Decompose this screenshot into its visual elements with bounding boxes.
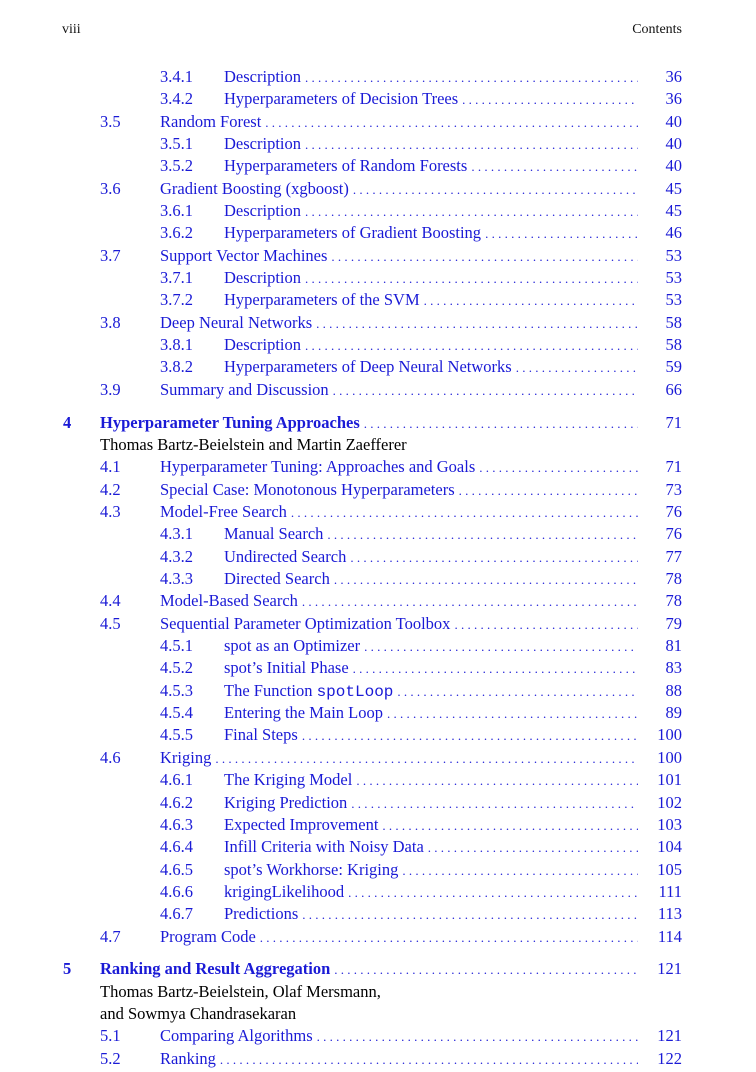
- entry-title[interactable]: [224, 267, 305, 289]
- entry-title-text: spot’s Initial Phase: [224, 658, 349, 678]
- entry-page-number[interactable]: 114: [657, 926, 682, 946]
- authors-text: Thomas Bartz-Beielstein and Martin Zaefferer: [100, 435, 407, 454]
- dot-leader: [424, 290, 638, 312]
- entry-title-wrap: [224, 859, 638, 882]
- entry-title-wrap: [224, 267, 638, 290]
- toc-entry-section[interactable]: [0, 111, 756, 133]
- entry-title[interactable]: [224, 356, 516, 378]
- entry-page-number[interactable]: 78: [665, 591, 682, 611]
- entry-title-text: Hyperparameters of Decision Trees: [224, 89, 459, 109]
- entry-title-text: Kriging Prediction: [224, 792, 348, 812]
- entry-number[interactable]: 4.5: [100, 613, 121, 633]
- entry-number[interactable]: 4.3: [100, 502, 121, 522]
- toc-entry-sub[interactable]: [0, 133, 756, 155]
- entry-title[interactable]: [160, 312, 316, 334]
- dot-leader: [364, 636, 638, 658]
- entry-title[interactable]: [224, 200, 305, 222]
- toc-entry-section[interactable]: [0, 379, 756, 401]
- toc-entry-sub[interactable]: [0, 903, 756, 925]
- dot-leader: [316, 313, 638, 335]
- entry-title-text: Directed Search: [224, 569, 330, 589]
- dot-leader: [353, 179, 638, 201]
- entry-title[interactable]: [160, 1048, 220, 1070]
- entry-title-wrap: [160, 1025, 638, 1048]
- entry-title-text: Deep Neural Networks: [160, 312, 313, 332]
- entry-title[interactable]: [224, 680, 397, 703]
- dot-leader: [350, 547, 638, 569]
- entry-title-wrap: [224, 356, 638, 379]
- entry-title-text: Model-Free Search: [160, 502, 287, 522]
- toc-entry-section[interactable]: [0, 456, 756, 478]
- entry-number[interactable]: 4.6.7: [160, 904, 193, 924]
- dot-leader: [260, 927, 638, 949]
- entry-title-wrap: [224, 546, 638, 569]
- authors-text: Thomas Bartz-Beielstein, Olaf Mersmann,: [100, 981, 381, 1001]
- entry-title-wrap: [224, 88, 638, 111]
- entry-title-wrap: [160, 590, 638, 613]
- dot-leader: [397, 681, 638, 703]
- dot-leader: [364, 413, 638, 435]
- toc-entry-section[interactable]: [0, 1048, 756, 1070]
- entry-title-wrap: [224, 903, 638, 926]
- entry-number[interactable]: 4.6.2: [160, 792, 193, 812]
- dot-leader: [459, 480, 638, 502]
- entry-number[interactable]: 3.7.2: [160, 290, 193, 310]
- dot-leader: [334, 569, 638, 591]
- dot-leader: [305, 335, 638, 357]
- entry-number[interactable]: 5.1: [100, 1026, 121, 1046]
- entry-title[interactable]: [224, 635, 364, 657]
- toc-entry-section[interactable]: [0, 613, 756, 635]
- dot-leader: [356, 770, 638, 792]
- dot-leader: [302, 725, 638, 747]
- entry-number[interactable]: 3.8.1: [160, 335, 193, 355]
- toc-entry-section[interactable]: [0, 1025, 756, 1047]
- toc-entry-sub[interactable]: [0, 568, 756, 590]
- entry-number[interactable]: 3.9: [100, 379, 121, 399]
- dot-leader: [479, 457, 638, 479]
- entry-title[interactable]: [224, 859, 402, 881]
- entry-title-wrap: [160, 456, 638, 479]
- entry-title[interactable]: [224, 523, 327, 545]
- dot-leader: [220, 1049, 638, 1071]
- entry-title-wrap: [224, 836, 638, 859]
- entry-number[interactable]: 4.5.2: [160, 658, 193, 678]
- entry-title-wrap: [224, 724, 638, 747]
- toc-entry-section[interactable]: [0, 926, 756, 948]
- entry-number[interactable]: 4.6.1: [160, 770, 193, 790]
- entry-page-number[interactable]: 121: [657, 959, 682, 979]
- entry-title-text: Description: [224, 201, 301, 221]
- entry-number[interactable]: 3.8.2: [160, 357, 193, 377]
- entry-number[interactable]: 4.7: [100, 926, 121, 946]
- running-title: Contents: [632, 22, 682, 37]
- dot-leader: [348, 882, 638, 904]
- entry-page-number[interactable]: 66: [665, 379, 682, 399]
- entry-title-wrap: [160, 111, 638, 134]
- entry-title-wrap: [224, 66, 638, 89]
- entry-title-text: spot as an Optimizer: [224, 636, 361, 656]
- entry-title-text: Sequential Parameter Optimization Toolbox: [160, 613, 451, 633]
- entry-page-number[interactable]: 105: [657, 859, 682, 879]
- entry-number[interactable]: 3.8: [100, 312, 121, 332]
- entry-page-number[interactable]: 111: [658, 881, 682, 901]
- entry-title[interactable]: [160, 926, 260, 948]
- entry-title[interactable]: [160, 747, 215, 769]
- toc-entry-chapter[interactable]: [0, 958, 756, 980]
- entry-title-wrap: [224, 568, 638, 591]
- entry-number[interactable]: 3.4.2: [160, 89, 193, 109]
- entry-number[interactable]: 3.7: [100, 245, 121, 265]
- chapter-authors: [0, 1003, 756, 1025]
- entry-title[interactable]: [224, 88, 462, 110]
- entry-title-text: Undirected Search: [224, 546, 347, 566]
- entry-page-number[interactable]: 40: [665, 134, 682, 154]
- entry-title-wrap: [160, 926, 638, 949]
- toc-entry-sub[interactable]: [0, 546, 756, 568]
- entry-number[interactable]: 5.2: [100, 1048, 121, 1068]
- toc-entry-sub[interactable]: [0, 792, 756, 814]
- entry-title[interactable]: [224, 792, 351, 814]
- entry-page-number[interactable]: 100: [657, 747, 682, 767]
- entry-title-text: spot’s Workhorse: Kriging: [224, 859, 399, 879]
- chapter-gap: [0, 948, 756, 959]
- entry-title-text: Summary and Discussion: [160, 379, 329, 399]
- authors-text: and Sowmya Chandrasekaran: [100, 1004, 297, 1024]
- entry-title-text: Ranking and Result Aggregation: [100, 959, 331, 979]
- dot-leader: [305, 134, 638, 156]
- entry-page-number[interactable]: 78: [665, 569, 682, 589]
- toc-entry-sub[interactable]: [0, 724, 756, 746]
- entry-title[interactable]: [160, 479, 459, 501]
- entry-title[interactable]: [160, 613, 454, 635]
- entry-title[interactable]: [224, 222, 485, 244]
- page-number-header: viii: [62, 22, 81, 37]
- dot-leader: [331, 246, 638, 268]
- toc-entry-sub[interactable]: [0, 222, 756, 244]
- dot-leader: [387, 703, 638, 725]
- entry-title-text: Predictions: [224, 904, 299, 924]
- entry-page-number[interactable]: 101: [657, 770, 682, 790]
- entry-title-wrap: [224, 881, 638, 904]
- toc-entry-sub[interactable]: [0, 702, 756, 724]
- toc-entry-sub[interactable]: [0, 155, 756, 177]
- toc-entry-section[interactable]: [0, 245, 756, 267]
- entry-title-text: Hyperparameters of Deep Neural Networks: [224, 357, 512, 377]
- entry-title[interactable]: [160, 456, 479, 478]
- entry-page-number[interactable]: 102: [657, 792, 682, 812]
- entry-title-text: Special Case: Monotonous Hyperparameters: [160, 479, 455, 499]
- entry-title-wrap: [224, 523, 638, 546]
- entry-title[interactable]: [224, 334, 305, 356]
- entry-title-text: Hyperparameter Tuning Approaches: [100, 412, 360, 432]
- toc-entry-sub[interactable]: [0, 66, 756, 88]
- toc-entry-sub[interactable]: [0, 635, 756, 657]
- entry-title-code: spotLoop: [316, 682, 394, 701]
- entry-title-wrap: [224, 769, 638, 792]
- entry-title-wrap: [224, 680, 638, 703]
- entry-title[interactable]: [224, 836, 428, 858]
- dot-leader: [402, 860, 638, 882]
- dot-leader: [353, 658, 638, 680]
- dot-leader: [428, 837, 638, 859]
- entry-title-wrap: [224, 155, 638, 178]
- entry-number[interactable]: 3.4.1: [160, 67, 193, 86]
- entry-page-number[interactable]: 45: [665, 178, 682, 198]
- entry-title-text: Ranking: [160, 1048, 216, 1068]
- entry-page-number[interactable]: 104: [657, 837, 682, 857]
- dot-leader: [317, 1026, 638, 1048]
- entry-page-number[interactable]: 58: [665, 312, 682, 332]
- toc-entry-sub[interactable]: [0, 859, 756, 881]
- dot-leader: [305, 201, 638, 223]
- dot-leader: [291, 502, 638, 524]
- entry-page-number[interactable]: 77: [665, 546, 682, 566]
- entry-title-text: krigingLikelihood: [224, 881, 345, 901]
- entry-title[interactable]: [160, 178, 353, 200]
- entry-number[interactable]: 4.5.3: [160, 680, 193, 700]
- entry-title-wrap: [224, 200, 638, 223]
- entry-title-text: Manual Search: [224, 524, 324, 544]
- dot-leader: [333, 380, 638, 402]
- entry-page-number[interactable]: 89: [665, 703, 682, 723]
- chapter-authors: [0, 981, 756, 1003]
- entry-title[interactable]: [160, 1025, 317, 1047]
- entry-page-number[interactable]: 40: [665, 111, 682, 131]
- table-of-contents: [0, 66, 756, 1070]
- toc-entry-sub[interactable]: [0, 769, 756, 791]
- entry-title-wrap: [160, 479, 638, 502]
- entry-title-text: Model-Based Search: [160, 591, 298, 611]
- entry-title-text: Description: [224, 335, 301, 355]
- toc-entry-sub[interactable]: [0, 356, 756, 378]
- dot-leader: [305, 268, 638, 290]
- entry-title[interactable]: [160, 501, 291, 523]
- entry-page-number[interactable]: 71: [665, 412, 682, 432]
- entry-title[interactable]: [224, 133, 305, 155]
- entry-page-number[interactable]: 81: [665, 636, 682, 656]
- dot-leader: [302, 904, 638, 926]
- dot-leader: [265, 112, 638, 134]
- entry-page-number[interactable]: 83: [665, 658, 682, 678]
- entry-title-wrap: [224, 334, 638, 357]
- dot-leader: [471, 156, 638, 178]
- entry-page-number[interactable]: 36: [665, 89, 682, 109]
- toc-entry-sub[interactable]: [0, 836, 756, 858]
- entry-number[interactable]: 3.5.1: [160, 134, 193, 154]
- entry-title-text: Gradient Boosting (xgboost): [160, 178, 349, 198]
- entry-number[interactable]: 4.3.2: [160, 546, 193, 566]
- entry-title-wrap: [160, 379, 638, 402]
- entry-page-number[interactable]: 113: [657, 904, 682, 924]
- entry-page-number[interactable]: 53: [665, 290, 682, 310]
- entry-page-number[interactable]: 100: [657, 725, 682, 745]
- entry-title-wrap: [100, 412, 638, 435]
- entry-title-wrap: [224, 133, 638, 156]
- entry-title-text: Hyperparameter Tuning: Approaches and Goals: [160, 457, 476, 477]
- entry-number[interactable]: 3.6.2: [160, 223, 193, 243]
- dot-leader: [462, 89, 638, 111]
- entry-number[interactable]: 3.5: [100, 111, 121, 131]
- dot-leader: [334, 959, 638, 981]
- entry-title[interactable]: [160, 245, 331, 267]
- entry-page-number[interactable]: 79: [665, 613, 682, 633]
- toc-entry-sub[interactable]: [0, 814, 756, 836]
- dot-leader: [454, 614, 638, 636]
- entry-number[interactable]: 3.6.1: [160, 201, 193, 221]
- entry-title[interactable]: [224, 881, 348, 903]
- entry-title-text: Expected Improvement: [224, 814, 379, 834]
- entry-page-number[interactable]: 36: [665, 67, 682, 86]
- toc-entry-sub[interactable]: [0, 881, 756, 903]
- entry-page-number[interactable]: 103: [657, 814, 682, 834]
- entry-page-number[interactable]: 122: [657, 1048, 682, 1068]
- entry-page-number[interactable]: 58: [665, 335, 682, 355]
- entry-title[interactable]: [224, 546, 350, 568]
- entry-number[interactable]: 4.6.5: [160, 859, 193, 879]
- entry-title-text: Hyperparameters of Random Forests: [224, 156, 468, 176]
- entry-number[interactable]: 4.2: [100, 479, 121, 499]
- entry-title-text: Description: [224, 268, 301, 288]
- entry-number[interactable]: 4.3.1: [160, 524, 193, 544]
- toc-entry-sub[interactable]: [0, 680, 756, 702]
- entry-title-text: The Function: [224, 680, 317, 700]
- toc-entry-sub[interactable]: [0, 289, 756, 311]
- entry-title-text: Hyperparameters of Gradient Boosting: [224, 223, 482, 243]
- entry-title[interactable]: [224, 289, 424, 311]
- entry-page-number[interactable]: 88: [665, 680, 682, 700]
- dot-leader: [215, 748, 638, 770]
- entry-title[interactable]: [224, 769, 356, 791]
- toc-entry-chapter[interactable]: [0, 412, 756, 434]
- entry-page-number[interactable]: 59: [665, 357, 682, 377]
- dot-leader: [327, 524, 638, 546]
- entry-number[interactable]: 4.5.1: [160, 636, 193, 656]
- entry-title-text: Kriging: [160, 747, 212, 767]
- chapter-gap: [0, 401, 756, 412]
- entry-number[interactable]: 4.5.5: [160, 725, 193, 745]
- entry-title-wrap: [224, 635, 638, 658]
- entry-title-text: Infill Criteria with Noisy Data: [224, 837, 424, 857]
- entry-title[interactable]: [160, 379, 333, 401]
- entry-title-wrap: [160, 613, 638, 636]
- entry-number[interactable]: 3.6: [100, 178, 121, 198]
- entry-title-wrap: [224, 814, 638, 837]
- entry-page-number[interactable]: 73: [665, 479, 682, 499]
- entry-title[interactable]: [160, 111, 265, 133]
- entry-title[interactable]: [224, 568, 334, 590]
- toc-entry-section[interactable]: [0, 590, 756, 612]
- entry-page-number[interactable]: 76: [665, 524, 682, 544]
- entry-title-text: Support Vector Machines: [160, 245, 328, 265]
- toc-entry-section[interactable]: [0, 747, 756, 769]
- entry-title-text: Final Steps: [224, 725, 298, 745]
- entry-page-number[interactable]: 76: [665, 502, 682, 522]
- entry-page-number[interactable]: 53: [665, 245, 682, 265]
- entry-title[interactable]: [224, 66, 305, 88]
- dot-leader: [351, 793, 638, 815]
- toc-entry-section[interactable]: [0, 178, 756, 200]
- entry-number[interactable]: 5: [63, 959, 72, 979]
- entry-title-wrap: [224, 289, 638, 312]
- entry-title[interactable]: [224, 814, 382, 836]
- entry-title[interactable]: [100, 412, 364, 434]
- entry-title-wrap: [160, 245, 638, 268]
- toc-entry-sub[interactable]: [0, 523, 756, 545]
- entry-title-text: Comparing Algorithms: [160, 1026, 313, 1046]
- entry-title-text: The Kriging Model: [224, 770, 353, 790]
- toc-entry-sub[interactable]: [0, 200, 756, 222]
- entry-title-wrap: [160, 312, 638, 335]
- entry-title-text: Description: [224, 134, 301, 154]
- entry-number[interactable]: 4.6.6: [160, 881, 193, 901]
- entry-number[interactable]: 3.5.2: [160, 156, 193, 176]
- toc-entry-sub[interactable]: [0, 267, 756, 289]
- entry-number[interactable]: 4.4: [100, 591, 121, 611]
- toc-entry-section[interactable]: [0, 312, 756, 334]
- entry-title-text: Entering the Main Loop: [224, 703, 384, 723]
- entry-title-wrap: [160, 747, 638, 770]
- entry-title-wrap: [224, 792, 638, 815]
- dot-leader: [516, 357, 638, 379]
- toc-entry-section[interactable]: [0, 479, 756, 501]
- entry-title-text: Hyperparameters of the SVM: [224, 290, 420, 310]
- entry-number[interactable]: 4: [63, 412, 72, 432]
- entry-title-text: Random Forest: [160, 111, 262, 131]
- dot-leader: [382, 815, 638, 837]
- entry-title[interactable]: [224, 702, 387, 724]
- entry-title-wrap: [100, 958, 638, 981]
- entry-title-text: Program Code: [160, 926, 256, 946]
- entry-title-text: Description: [224, 67, 301, 86]
- entry-title-wrap: [224, 222, 638, 245]
- entry-page-number[interactable]: 40: [665, 156, 682, 176]
- entry-number[interactable]: 3.7.1: [160, 268, 193, 288]
- chapter-authors: [0, 434, 756, 456]
- toc-entry-sub[interactable]: [0, 657, 756, 679]
- entry-number[interactable]: 4.1: [100, 457, 121, 477]
- entry-title[interactable]: [224, 903, 302, 925]
- dot-leader: [305, 67, 638, 89]
- entry-number[interactable]: 4.5.4: [160, 703, 193, 723]
- entry-number[interactable]: 4.6.3: [160, 814, 193, 834]
- entry-title-wrap: [224, 657, 638, 680]
- entry-title[interactable]: [224, 657, 353, 679]
- entry-number[interactable]: 4.6: [100, 747, 121, 767]
- entry-page-number[interactable]: 46: [665, 223, 682, 243]
- toc-entry-sub[interactable]: [0, 334, 756, 356]
- entry-number[interactable]: 4.3.3: [160, 569, 193, 589]
- entry-page-number[interactable]: 121: [657, 1026, 682, 1046]
- entry-page-number[interactable]: 71: [665, 457, 682, 477]
- entry-title[interactable]: [160, 590, 302, 612]
- entry-number[interactable]: 4.6.4: [160, 837, 193, 857]
- toc-entry-sub[interactable]: [0, 88, 756, 110]
- entry-title-wrap: [160, 1048, 638, 1071]
- dot-leader: [302, 591, 638, 613]
- entry-title[interactable]: [224, 155, 471, 177]
- entry-page-number[interactable]: 53: [665, 268, 682, 288]
- entry-title[interactable]: [224, 724, 302, 746]
- entry-title-wrap: [160, 178, 638, 201]
- toc-entry-section[interactable]: [0, 501, 756, 523]
- entry-title-wrap: [224, 702, 638, 725]
- entry-title[interactable]: [100, 958, 334, 980]
- entry-title-wrap: [160, 501, 638, 524]
- dot-leader: [485, 223, 638, 245]
- entry-page-number[interactable]: 45: [665, 201, 682, 221]
